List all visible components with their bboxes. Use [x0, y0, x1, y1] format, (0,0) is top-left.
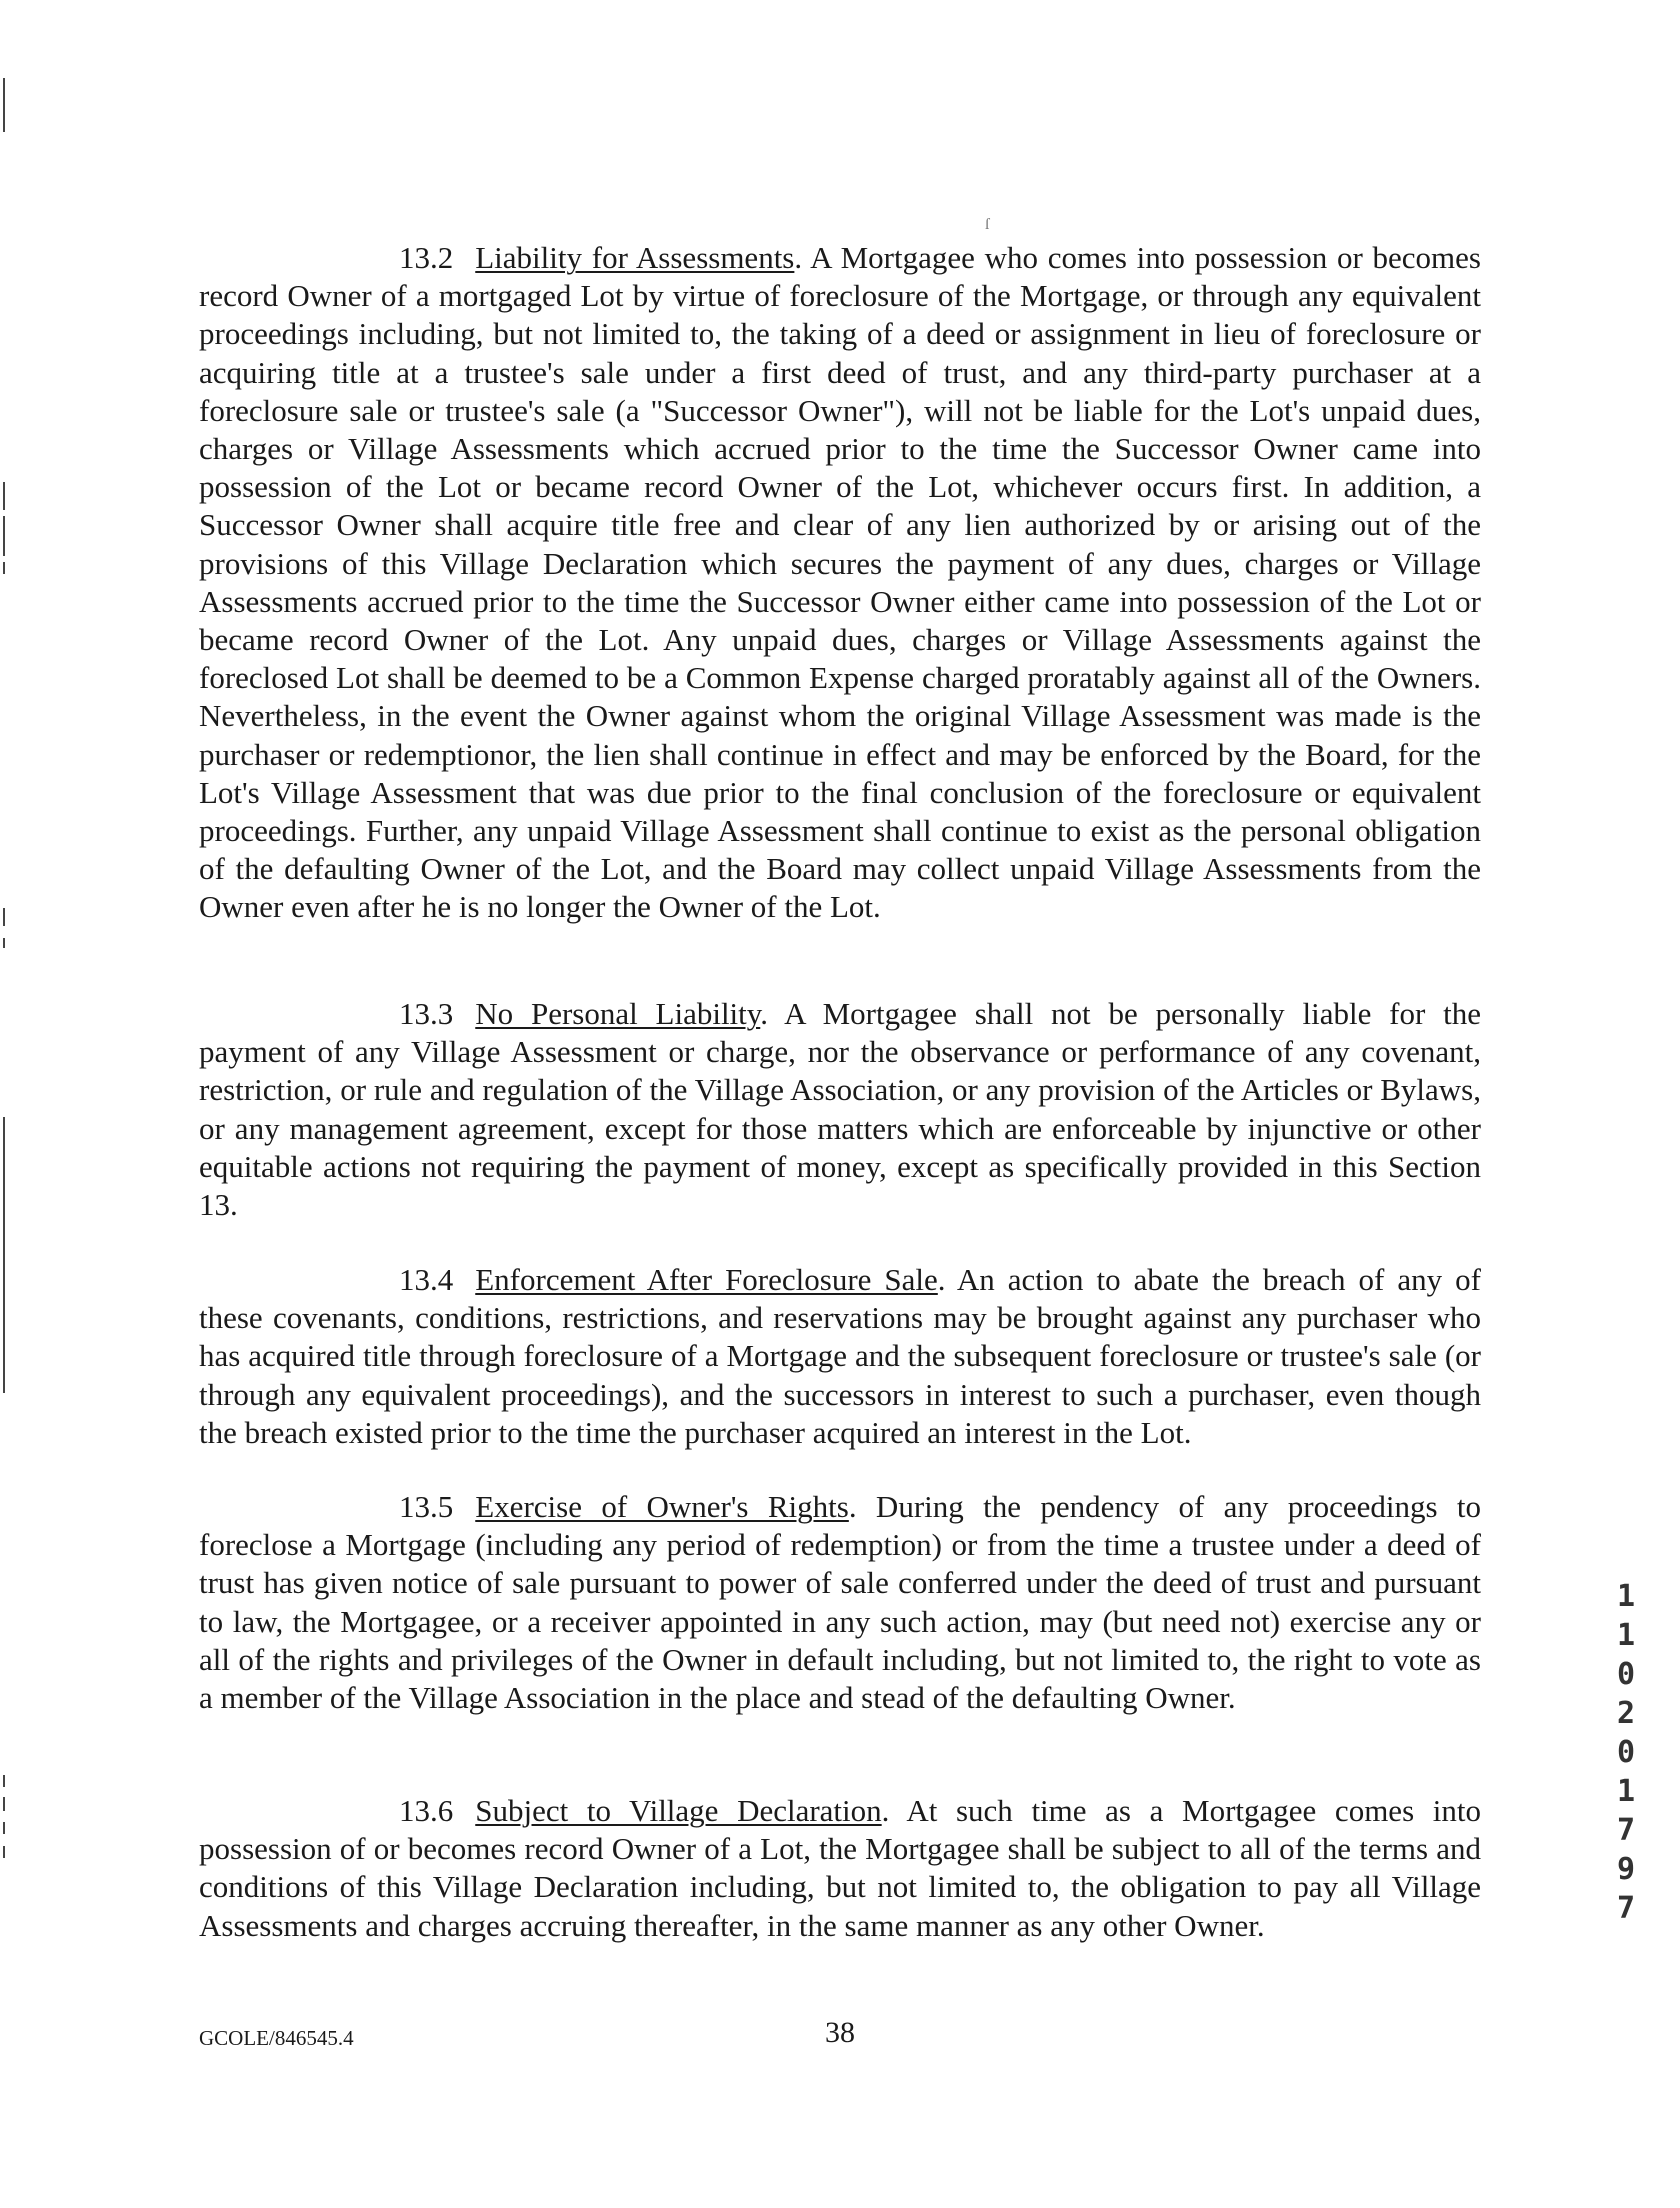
page-number: 38	[825, 2016, 855, 2049]
section-paragraph	[199, 1488, 1481, 1717]
stamp-digit: 1	[1616, 1774, 1636, 1809]
margin-mark	[3, 908, 5, 926]
recording-stamp-group-a	[1612, 1577, 1640, 1772]
section-text: . At such time as a Mortgagee comes into possession of or becomes record Owner of a Lot, the Mortgagee shall be subject to all of the terms and conditions of this Village Declaration including, but not limited to, the obligation to pay all Village Assessments and charges accruing thereafter, in the same manner as any other Owner.	[199, 1793, 1481, 1943]
section-13-6	[199, 1792, 1481, 1945]
section-paragraph	[199, 1792, 1481, 1945]
section-number: 13.2	[399, 240, 454, 275]
section-text: . A Mortgagee shall not be personally liable for the payment of any Village Assessment or charge, nor the observance or performance of any covenant, restriction, or rule and regulation of the Village Association, or any provision of the Articles or Bylaws, or any management agreement, except for those matters which are enforceable by injunctive or other equitable actions not requiring the payment of money, except as specifically provided in this Section 13.	[199, 996, 1481, 1223]
margin-mark	[3, 78, 5, 132]
section-13-3	[199, 995, 1481, 1224]
section-heading: Subject to Village Declaration	[475, 1793, 882, 1828]
section-number: 13.6	[399, 1793, 454, 1828]
section-13-5	[199, 1488, 1481, 1717]
margin-mark	[3, 516, 5, 556]
margin-mark	[3, 1797, 5, 1811]
margin-mark	[3, 938, 5, 948]
section-paragraph	[199, 239, 1481, 927]
stamp-digit: 0	[1616, 1657, 1636, 1692]
section-text: . An action to abate the breach of any of these covenants, conditions, restrictions, and reservations may be brought against any purchaser who has acquired title through foreclosure of a Mortgage and the subsequent foreclosure or trustee's sale (or through any equivalent proceedings), and the successors in interest to such a purchaser, even though the breach existed prior to the time the purchaser acquired an interest in the Lot.	[199, 1262, 1481, 1450]
margin-mark	[3, 482, 5, 510]
stamp-digit: 1	[1616, 1579, 1636, 1614]
stamp-digit: 7	[1616, 1891, 1636, 1926]
scan-artifact: ſ	[985, 216, 990, 233]
recording-stamp-group-b	[1612, 1772, 1640, 1928]
section-paragraph	[199, 1261, 1481, 1452]
section-paragraph	[199, 995, 1481, 1224]
margin-mark	[3, 1822, 5, 1834]
stamp-digit: 2	[1616, 1696, 1636, 1731]
stamp-digit: 7	[1616, 1813, 1636, 1848]
section-text: . During the pendency of any proceedings to foreclose a Mortgage (including any period of redemption) or from the time a trustee under a deed of trust has given notice of sale pursuant to power of sale conferred under the deed of trust and pursuant to law, the Mortgagee, or a receiver appointed in any such action, may (but need not) exercise any or all of the rights and privileges of the Owner in default including, but not limited to, the right to vote as a member of the Village Association in the place and stead of the defaulting Owner.	[199, 1489, 1481, 1716]
stamp-digit: 0	[1616, 1735, 1636, 1770]
section-heading: Enforcement After Foreclosure Sale	[475, 1262, 938, 1297]
section-number: 13.5	[399, 1489, 454, 1524]
margin-mark	[3, 1117, 5, 1393]
stamp-digit: 9	[1616, 1852, 1636, 1887]
section-heading: No Personal Liability	[475, 996, 761, 1031]
section-13-2	[199, 239, 1481, 927]
section-13-4	[199, 1261, 1481, 1452]
margin-mark	[3, 1775, 5, 1787]
section-heading: Liability for Assessments	[475, 240, 795, 275]
section-text: . A Mortgagee who comes into possession or becomes record Owner of a mortgaged Lot by virtue of foreclosure of the Mortgage, or through any equivalent proceedings including, but not limited to, the taking of a deed or assignment in lieu of foreclosure or acquiring title at a trustee's sale under a first deed of trust, and any third-party purchaser at a foreclosure sale or trustee's sale (a "Successor Owner"), will not be liable for the Lot's unpaid dues, charges or Village Assessments which accrued prior to the time the Successor Owner came into possession of the Lot or became record Owner of the Lot, whichever occurs first. In addition, a Successor Owner shall acquire title free and clear of any lien authorized by or arising out of the provisions of this Village Declaration which secures the payment of any dues, charges or Village Assessments accrued prior to the time the Successor Owner either came into possession of the Lot or became record Owner of the Lot. Any unpaid dues, charges or Village Assessments against the foreclosed Lot shall be deemed to be a Common Expense charged proratably against all of the Owners. Nevertheless, in the event the Owner against whom the original Village Assessment was made is the purchaser or redemptionor, the lien shall continue in effect and may be enforced by the Board, for the Lot's Village Assessment that was due prior to the final conclusion of the foreclosure or equivalent proceedings. Further, any unpaid Village Assessment shall continue to exist as the personal obligation of the defaulting Owner of the Lot, and the Board may collect unpaid Village Assessments from the Owner even after he is no longer the Owner of the Lot.	[199, 240, 1481, 925]
stamp-digit: 1	[1616, 1618, 1636, 1653]
document-id: GCOLE/846545.4	[199, 2026, 354, 2050]
margin-mark	[3, 562, 5, 574]
section-heading: Exercise of Owner's Rights	[475, 1489, 849, 1524]
section-number: 13.4	[399, 1262, 454, 1297]
section-number: 13.3	[399, 996, 454, 1031]
margin-mark	[3, 1846, 5, 1858]
